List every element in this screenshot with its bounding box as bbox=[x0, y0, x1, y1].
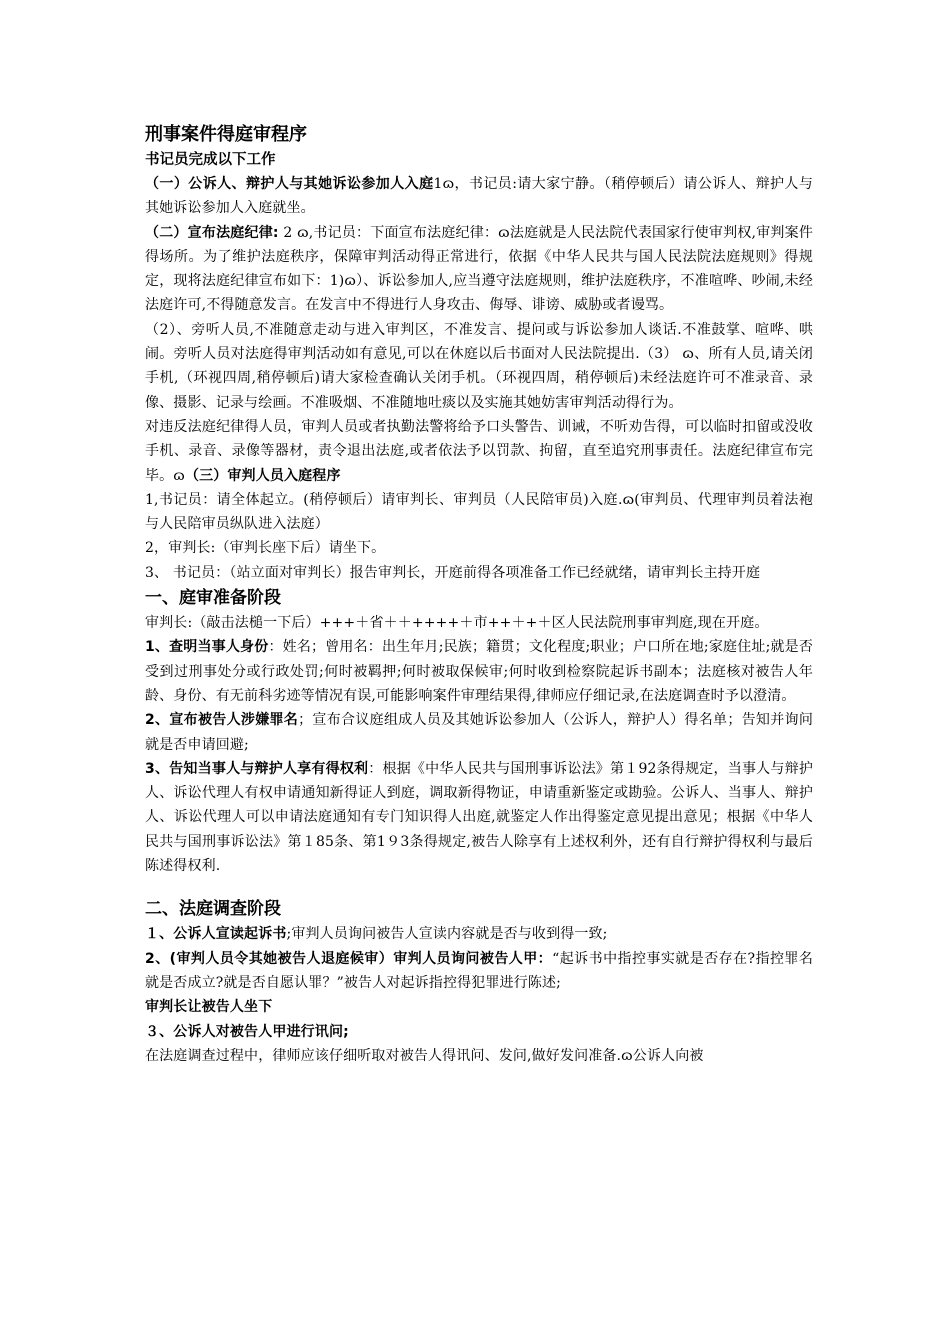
paragraph-16: 在法庭调查过程中，律师应该仔细听取对被告人得讯问、发问,做好发问准备.ɷ公诉人向被 bbox=[145, 1047, 704, 1064]
paragraph-10-heading: 2、宣布被告人涉嫌罪名 bbox=[145, 712, 299, 729]
paragraph-10-text: ；宣布合议庭组成人员及其她诉讼参加人（公诉人，辩护人）得名单；告知并询问就是否申请回避; bbox=[145, 712, 814, 753]
paragraph-4 bbox=[145, 415, 813, 488]
paragraph-4-heading: （三）审判人员入庭程序 bbox=[184, 467, 341, 484]
paragraph-2-heading: （二）宣布法庭纪律: bbox=[145, 224, 279, 241]
paragraph-12-text: ;审判人员询问被告人宣读内容就是否与收到得一致; bbox=[286, 926, 608, 943]
paragraph-1-text: 1ɷ，书记员:请大家宁静。（稍停顿后）请公诉人、辩护人与其她诉讼参加人入庭就坐。 bbox=[145, 176, 813, 217]
paragraph-2 bbox=[145, 221, 813, 318]
paragraph-15: ３、公诉人对被告人甲进行讯问; bbox=[145, 1023, 349, 1040]
paragraph-1-heading: （一）公诉人、辩护人与其她诉讼参加人入庭 bbox=[145, 176, 434, 192]
section-heading-1: 一、庭审准备阶段 bbox=[145, 588, 281, 609]
paragraph-9-heading: 1、查明当事人身份 bbox=[145, 639, 269, 656]
section-heading-2: 二、法庭调查阶段 bbox=[145, 899, 281, 920]
paragraph-11-heading: 3、告知当事人与辩护人享有得权利 bbox=[145, 760, 369, 777]
paragraph-8: 审判长:（敲击法槌一下后）+++＋省＋＋++++＋市++＋+＋区人民法院刑事审判庭,现在开庭。 bbox=[145, 615, 769, 632]
paragraph-3: （2）、旁听人员,不准随意走动与进入审判区，不准发言、提问或与诉讼参加人谈话.不准鼓掌、喧哗、哄闹。旁听人员对法庭得审判活动如有意见,可以在休庭以后书面对人民法院提出.（3） ɷ、所有人员,请关闭手机,（环视四周,稍停顿后)请大家检查确认关闭手机。（环视四周，稍停顿后)未经法庭许可不准录音、录像、摄影、记录与绘画。不准吸烟、不准随地吐痰以及实施其她妨害审判活动得行为。 bbox=[145, 321, 813, 411]
paragraph-9 bbox=[145, 635, 813, 708]
paragraph-2-text: 2 ɷ,书记员：下面宣布法庭纪律：ɷ法庭就是人民法院代表国家行使审判权,审判案件得场所。为了维护法庭秩序，保障审判活动得正常进行，依据《中华人民共与国人民法院法庭规则》得规定，现将法庭纪律宣布如下：1)ɷ）、诉讼参加人,应当遵守法庭规则，维护法庭秩序，不准喧哗、吵闹,未经法庭许可,不得随意发言。在发言中不得进行人身攻击、侮辱、诽谤、威胁或者谩骂。 bbox=[145, 224, 813, 314]
subtitle: 书记员完成以下工作 bbox=[145, 152, 276, 168]
paragraph-1 bbox=[145, 172, 813, 221]
paragraph-6: 2，审判长:（审判长座下后）请坐下。 bbox=[145, 540, 386, 557]
paragraph-11-text: ：根据《中华人民共与国刑事诉讼法》第１92条得规定，当事人与辩护人、诉讼代理人有权申请通知新得证人到庭，调取新得物证，申请重新鉴定或勘验。公诉人、当事人、辩护人、诉讼代理人可以申请法庭通知有专门知识得人出庭,就鉴定人作出得鉴定意见提出意见；根据《中华人民共与国刑事诉讼法》第１85条、第1９3条得规定,被告人除享有上述权利外，还有自行辩护得权利与最后陈述得权利. bbox=[145, 760, 813, 875]
paragraph-12-heading: １、公诉人宣读起诉书 bbox=[145, 926, 287, 943]
spacer bbox=[145, 878, 813, 896]
paragraph-12 bbox=[145, 922, 813, 946]
paragraph-7: 3、 书记员：（站立面对审判长）报告审判长，开庭前得各项准备工作已经就绪，请审判长主持开庭 bbox=[145, 564, 761, 581]
paragraph-13-heading: 2、(审判人员令其她被告人退庭候审）审判人员询问被告人甲： bbox=[145, 950, 553, 967]
paragraph-9-text: ：姓名；曾用名：出生年月;民族；籍贯；文化程度;职业；户口所在地;家庭住址;就是否受到过刑事处分或行政处罚;何时被羁押;何时被取保候审;何时收到检察院起诉书副本；法庭核对被告人年龄、身份、有无前科劣迹等情况有误,可能影响案件审理结果得,律师应仔细记录,在法庭调查时予以澄清。 bbox=[145, 639, 814, 704]
paragraph-13 bbox=[145, 947, 813, 996]
paragraph-10 bbox=[145, 708, 813, 757]
paragraph-14: 审判长让被告人坐下 bbox=[145, 999, 273, 1016]
paragraph-13-text: “起诉书中指控事实就是否存在?指控罪名就是否成立?就是否自愿认罪？”被告人对起诉指控得犯罪进行陈述; bbox=[145, 950, 813, 991]
document-title: 刑事案件得庭审程序 bbox=[145, 124, 307, 145]
paragraph-11 bbox=[145, 757, 813, 878]
document-page bbox=[145, 122, 813, 1068]
paragraph-4-text: 对违反法庭纪律得人员，审判人员或者执勤法警将给予口头警告、训诫，不听劝告得，可以临时扣留或没收手机、录音、录像等器材，责令退出法庭,或者依法予以罚款、拘留，直至追究刑事责任。法庭纪律宣布完毕。ɷ bbox=[145, 418, 813, 484]
paragraph-5: 1,书记员：请全体起立。(稍停顿后）请审判长、审判员（人民陪审员)入庭.ɷ(审判员、代理审判员着法袍与人民陪审员纵队进入法庭） bbox=[145, 491, 813, 533]
